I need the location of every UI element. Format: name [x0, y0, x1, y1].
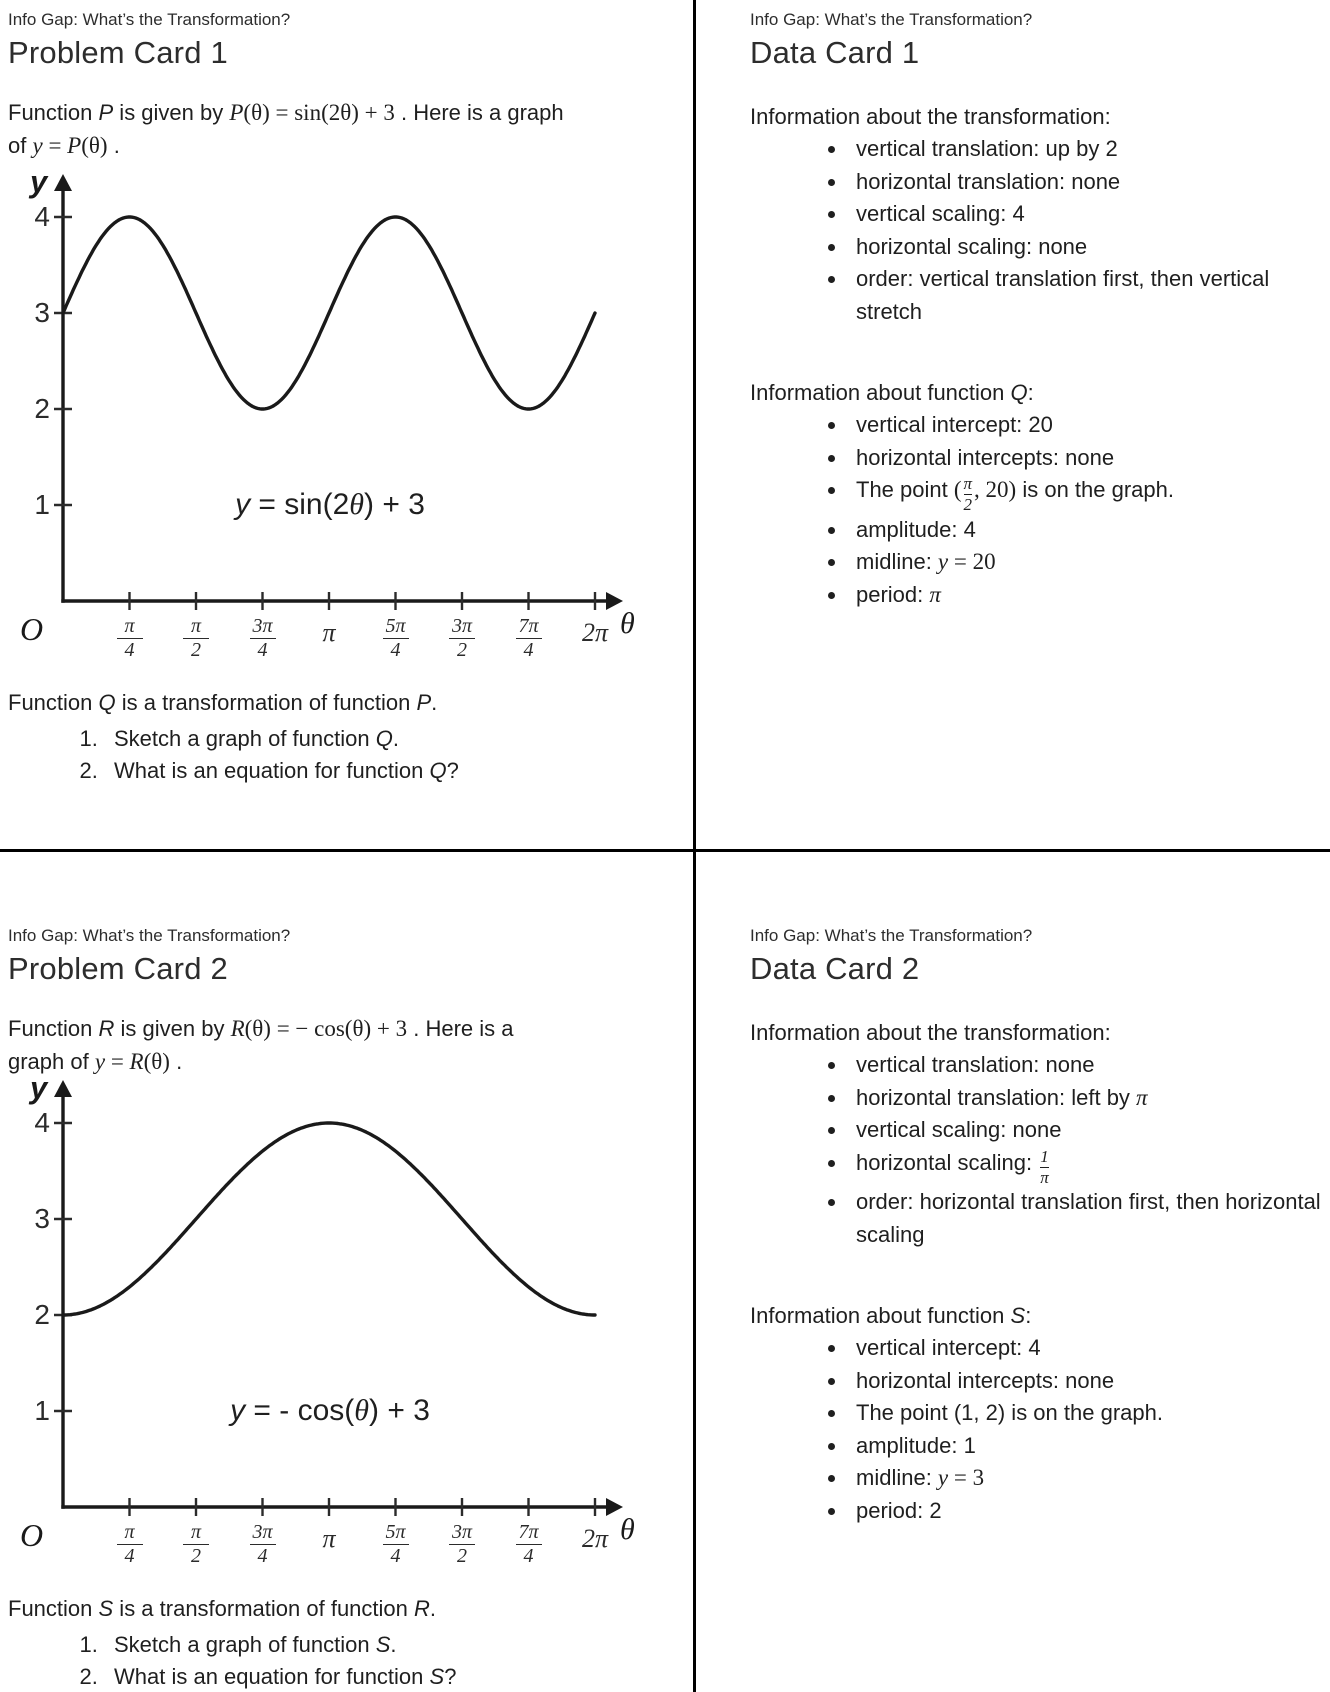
text-run: Function: [8, 100, 99, 125]
text-run: vertical scaling: 4: [856, 201, 1025, 226]
math-roman: (θ) = − cos(θ) + 3: [244, 1016, 408, 1041]
fraction-numerator: 5π: [385, 615, 406, 637]
text-run: :: [1025, 1303, 1032, 1329]
y-tick-label: 3: [34, 1203, 50, 1234]
list-item: [104, 1661, 687, 1692]
text-run: vertical scaling: none: [856, 1117, 1062, 1142]
y-tick-label: 2: [34, 1299, 50, 1330]
y-tick-label: 4: [34, 1107, 50, 1138]
variable-italic: P: [98, 100, 114, 125]
list-item: [848, 1114, 1324, 1147]
y-tick-label: 1: [34, 1395, 50, 1426]
math-italic: y: [937, 1465, 949, 1491]
fraction-denominator: 2: [457, 1545, 467, 1567]
fraction-denominator: 2: [191, 639, 201, 661]
text-run: ?: [444, 1664, 457, 1689]
x-tick-label: [516, 1522, 542, 1567]
fraction-denominator: π: [1040, 1167, 1049, 1187]
variable-italic: Q: [375, 726, 393, 751]
section-heading: [750, 376, 1324, 409]
math-italic: θ: [349, 488, 365, 521]
text-run: The point: [856, 477, 954, 502]
list-item: [848, 231, 1324, 264]
list-item: [848, 1365, 1324, 1398]
fraction-numerator: π: [963, 474, 973, 494]
x-axis-label: θ: [620, 607, 635, 640]
problem-card-2: [0, 852, 693, 1692]
x-tick-label: [117, 616, 143, 661]
text-run: period:: [856, 581, 930, 607]
x-tick-label: [183, 616, 209, 661]
fraction-denominator: 2: [963, 495, 973, 514]
list-item: [848, 514, 1324, 547]
section-heading: [750, 1016, 1324, 1049]
list-item: [848, 409, 1324, 442]
fraction-numerator: 3π: [451, 1521, 473, 1543]
fraction-denominator: 4: [124, 1545, 135, 1567]
bullet-list: [750, 1049, 1324, 1251]
transformation-info-section: [750, 100, 1324, 328]
text-run: The point (1, 2) is on the graph.: [856, 1400, 1163, 1426]
x-tick-label: [449, 1522, 475, 1567]
x-tick-label: 2π: [581, 618, 609, 647]
text-run: midline:: [856, 1465, 938, 1491]
fraction-numerator: 7π: [518, 615, 539, 637]
y-tick-label: 2: [34, 393, 50, 424]
text-run: vertical translation: none: [856, 1052, 1095, 1077]
fraction-numerator: 5π: [385, 1521, 406, 1543]
inline-fraction: [964, 475, 973, 514]
x-tick-label: [383, 1522, 409, 1567]
text-run: order: horizontal translation first, then horizontal scaling: [856, 1189, 1321, 1247]
x-axis-label: θ: [620, 1513, 635, 1546]
text-run: amplitude: 4: [856, 516, 976, 542]
x-tick-label: [449, 616, 475, 661]
text-run: is a transformation of function: [113, 1596, 415, 1621]
text-run: Sketch a graph of function: [114, 726, 376, 751]
list-item: [848, 198, 1324, 231]
fraction-denominator: 2: [191, 1545, 201, 1567]
task-list: [8, 723, 687, 787]
data-card-2: [696, 852, 1330, 1692]
x-tick-label: 2π: [581, 1524, 609, 1553]
variable-italic: R: [414, 1596, 430, 1621]
math-roman: = 3: [948, 1465, 985, 1491]
axes-and-curve: [8, 1072, 680, 1572]
text-run: ) + 3: [364, 488, 425, 521]
x-tick-label: π: [322, 1524, 336, 1553]
list-item: [848, 546, 1324, 579]
card-eyebrow: Info Gap: What’s the Transformation?: [8, 926, 291, 945]
list-item: [848, 1332, 1324, 1365]
y-axis-label: y: [30, 164, 48, 199]
fraction-denominator: 4: [390, 1545, 401, 1567]
text-run: Function: [8, 1016, 99, 1041]
bullet-list: [750, 133, 1324, 328]
origin-label: O: [20, 611, 44, 647]
fraction-denominator: 2: [457, 639, 467, 661]
x-tick-label: [250, 616, 276, 661]
text-run: horizontal intercepts: none: [856, 444, 1115, 470]
fraction-denominator: 4: [523, 639, 534, 661]
card-eyebrow: Info Gap: What’s the Transformation?: [750, 926, 1033, 945]
bullet-list: [750, 409, 1324, 611]
math-roman: =: [42, 133, 68, 158]
card-title: Data Card 2: [750, 951, 920, 986]
text-run: vertical translation: up by 2: [856, 136, 1118, 161]
text-run: Information about the transformation:: [750, 1020, 1111, 1045]
text-run: horizontal scaling: none: [856, 233, 1088, 259]
text-run: amplitude: 1: [856, 1432, 976, 1458]
function-info-section: [750, 376, 1324, 611]
math-italic: R: [230, 1016, 245, 1041]
variable-italic: S: [98, 1596, 114, 1621]
math-roman: (θ): [143, 1049, 170, 1074]
math-italic: π: [929, 581, 941, 607]
math-roman: (θ): [81, 133, 108, 158]
intro-paragraph: [8, 1012, 568, 1078]
list-item: [104, 755, 687, 787]
text-run: horizontal translation: none: [856, 168, 1121, 194]
list-item: [848, 1397, 1324, 1430]
task-list: [8, 1629, 687, 1692]
text-run: . Here is a graph of: [8, 1016, 514, 1074]
math-italic: θ: [354, 1394, 370, 1427]
problem-card-1: [0, 0, 693, 849]
math-italic: R: [129, 1049, 144, 1074]
text-run: Function: [8, 690, 99, 715]
list-item: [104, 1629, 687, 1661]
equation-label: [235, 488, 425, 522]
intro-paragraph: [8, 96, 568, 162]
math-italic: π: [1136, 1084, 1148, 1110]
text-run: .: [429, 1596, 437, 1621]
transformation-info-section: [750, 1016, 1324, 1251]
text-run: Information about function: [750, 1303, 1011, 1329]
text-run: :: [1027, 380, 1034, 405]
text-run: .: [169, 1049, 183, 1074]
text-run: Information about function: [750, 380, 1011, 405]
card-title: Data Card 1: [750, 35, 920, 70]
x-tick-label: [383, 616, 409, 661]
equation-label: [230, 1394, 430, 1428]
text-run: Sketch a graph of function: [114, 1632, 376, 1657]
variable-italic: R: [98, 1016, 115, 1041]
math-italic: y: [32, 133, 43, 158]
list-item: [848, 1186, 1324, 1251]
bullet-list: [750, 1332, 1324, 1527]
text-run: .: [390, 1632, 397, 1657]
fraction-numerator: π: [124, 1521, 135, 1543]
x-tick-label: [117, 1522, 143, 1567]
list-item: [848, 579, 1324, 612]
variable-italic: y: [235, 488, 251, 521]
card-eyebrow: Info Gap: What’s the Transformation?: [750, 10, 1033, 29]
graph-function-r: [8, 1072, 680, 1572]
text-run: ?: [446, 758, 459, 783]
section-heading: [750, 100, 1324, 133]
text-run: .: [107, 133, 120, 158]
y-tick-label: 1: [34, 489, 50, 520]
card-eyebrow: Info Gap: What’s the Transformation?: [8, 10, 291, 29]
graph-function-p: [8, 166, 680, 666]
variable-italic: P: [416, 690, 432, 715]
list-item: [848, 133, 1324, 166]
text-run: horizontal scaling:: [856, 1149, 1039, 1175]
text-run: .: [392, 726, 399, 751]
text-run: is a transformation of function: [115, 690, 417, 715]
fraction-denominator: 4: [257, 639, 268, 661]
axes-and-curve: [8, 166, 680, 666]
data-card-1: [696, 0, 1330, 849]
x-tick-label: [516, 616, 542, 661]
fraction-denominator: 4: [390, 639, 401, 661]
text-run: = sin(2: [250, 488, 350, 521]
list-item: [104, 723, 687, 755]
variable-italic: S: [429, 1664, 445, 1689]
origin-label: O: [20, 1517, 44, 1553]
card-title: Problem Card 1: [8, 35, 228, 70]
variable-italic: Q: [98, 690, 116, 715]
text-run: What is an equation for function: [114, 758, 430, 783]
text-run: What is an equation for function: [114, 1664, 430, 1689]
text-run: order: vertical translation first, then vertical stretch: [856, 266, 1270, 324]
fraction-numerator: 3π: [451, 615, 473, 637]
variable-italic: S: [1010, 1303, 1026, 1329]
list-item: [848, 1049, 1324, 1082]
variable-italic: Q: [1010, 380, 1028, 405]
variable-italic: Q: [429, 758, 447, 783]
text-run: Information about the transformation:: [750, 104, 1111, 129]
text-run: ) + 3: [369, 1394, 430, 1427]
fraction-numerator: π: [190, 1521, 202, 1543]
section-heading: [750, 1299, 1324, 1332]
math-roman: , 20): [974, 477, 1017, 502]
text-run: vertical intercept: 20: [856, 412, 1053, 437]
list-item: [848, 1082, 1324, 1115]
list-item: [848, 1147, 1324, 1187]
fraction-numerator: 3π: [252, 1521, 273, 1543]
text-run: Function: [8, 1596, 99, 1621]
variable-italic: S: [375, 1632, 391, 1657]
y-tick-label: 3: [34, 297, 50, 328]
card-title: Problem Card 2: [8, 951, 228, 986]
x-tick-label: [250, 1522, 276, 1567]
fraction-numerator: π: [124, 615, 135, 637]
text-run: is on the graph.: [1016, 477, 1174, 502]
y-axis-label: y: [30, 1070, 48, 1105]
list-item: [848, 1495, 1324, 1528]
text-run: = - cos(: [245, 1394, 355, 1427]
y-tick-label: 4: [34, 201, 50, 232]
list-item: [848, 166, 1324, 199]
list-item: [848, 1462, 1324, 1495]
text-run: horizontal intercepts: none: [856, 1367, 1115, 1393]
list-item: [848, 263, 1324, 328]
inline-fraction: [1040, 1148, 1049, 1187]
list-item: [848, 442, 1324, 475]
text-run: period: 2: [856, 1497, 942, 1523]
transformation-statement: [8, 686, 687, 719]
text-run: is given by: [113, 100, 230, 125]
fraction-denominator: 4: [124, 639, 135, 661]
math-roman: = 20: [948, 549, 996, 575]
fraction-denominator: 4: [257, 1545, 268, 1567]
variable-italic: y: [230, 1394, 246, 1427]
fraction-denominator: 4: [523, 1545, 534, 1567]
fraction-numerator: 3π: [252, 615, 273, 637]
list-item: [848, 1430, 1324, 1463]
text-run: . Here is a graph of: [8, 100, 564, 158]
fraction-numerator: π: [190, 615, 202, 637]
text-run: midline:: [856, 549, 938, 575]
text-run: vertical intercept: 4: [856, 1335, 1041, 1361]
x-tick-label: [183, 1522, 209, 1567]
list-item: [848, 474, 1324, 514]
x-tick-label: π: [322, 618, 336, 647]
text-run: .: [431, 690, 438, 715]
text-run: is given by: [114, 1016, 231, 1041]
math-italic: P: [229, 100, 244, 125]
text-run: horizontal translation: left by: [856, 1084, 1137, 1110]
fraction-numerator: 1: [1040, 1146, 1049, 1166]
function-info-section: [750, 1299, 1324, 1527]
math-roman: =: [105, 1049, 130, 1074]
math-italic: y: [94, 1049, 106, 1074]
transformation-statement: [8, 1592, 687, 1625]
math-roman: (θ) = sin(2θ) + 3: [243, 100, 395, 125]
math-italic: P: [67, 133, 82, 158]
math-italic: y: [937, 549, 949, 575]
fraction-numerator: 7π: [518, 1521, 539, 1543]
math-roman: (: [953, 477, 962, 502]
